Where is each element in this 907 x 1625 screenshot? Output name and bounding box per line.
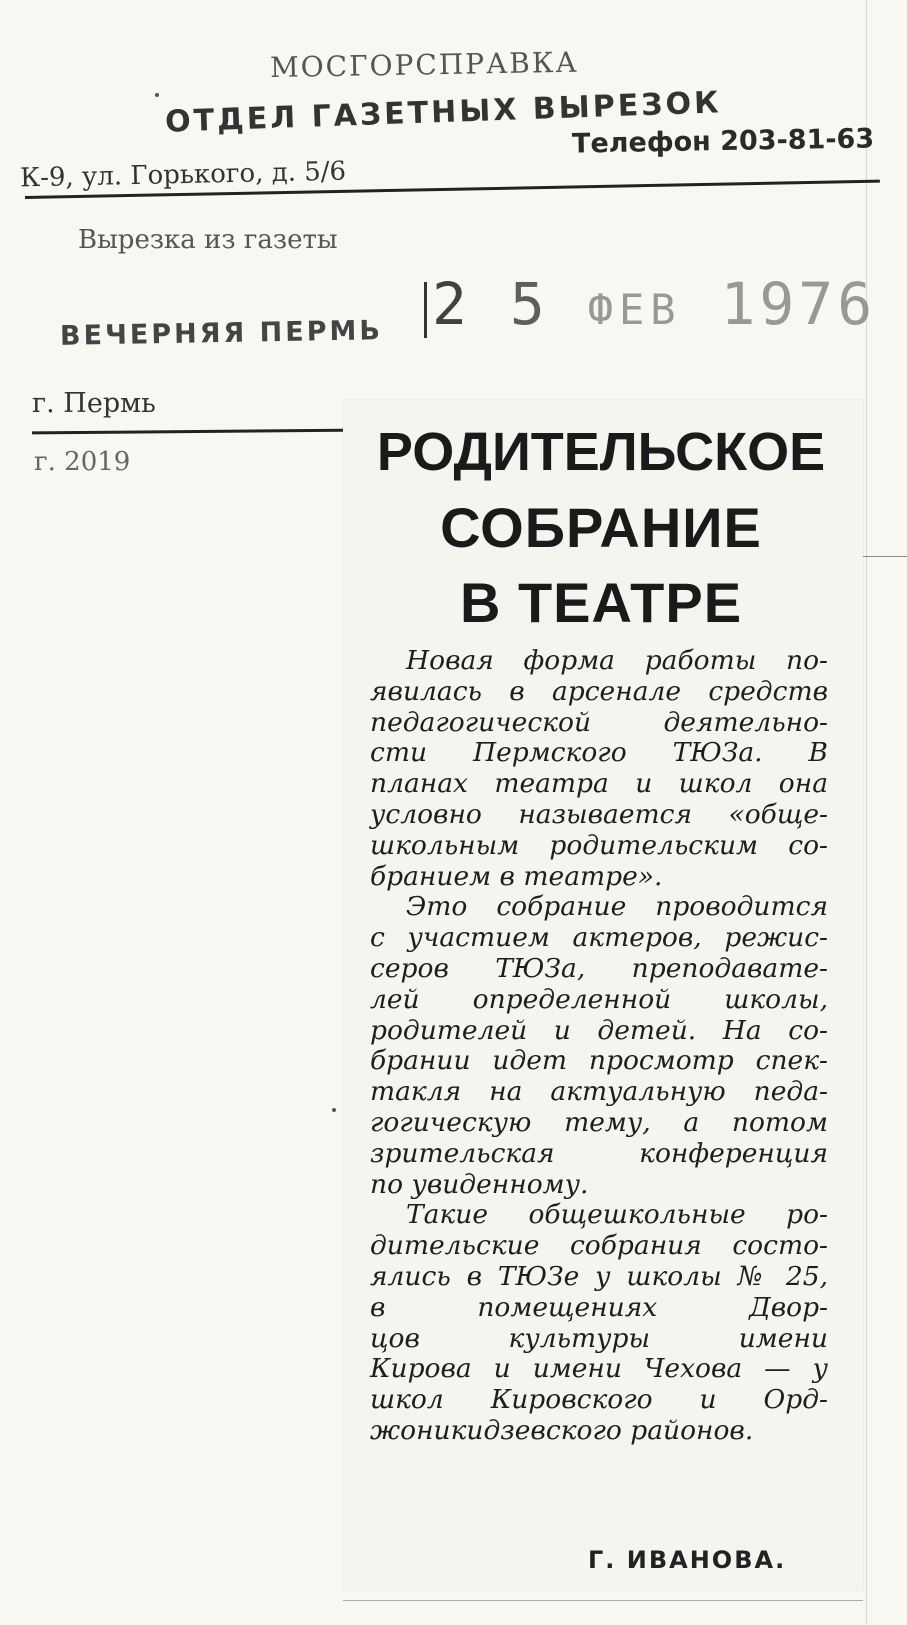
article-line: зрительская конференция [370,1137,828,1169]
article-line: Это собрание проводится [406,891,828,923]
stamp-day-tens: 2 [432,270,471,338]
clipping-label: Вырезка из газеты [78,225,338,255]
stamp-year: 1976 [720,270,877,338]
article-line: ялись в ТЮЗе у школы № 25, [370,1260,828,1292]
stamp-month: ФЕВ [587,285,682,334]
article-line: с участием актеров, режис- [370,922,828,954]
article-line: школьным родительским со- [370,829,828,861]
article-line: бранием в театре». [370,860,663,892]
headline-line: В ТЕАТРЕ [459,571,743,634]
article-line: Новая форма работы по- [406,645,828,676]
article-line: в помещениях Двор- [370,1291,828,1323]
city-divider [32,429,357,435]
article-line: Такие общешкольные ро- [406,1199,828,1231]
ink-speck [332,1108,336,1112]
headline-line: РОДИТЕЛЬСКОЕ [376,422,826,482]
article-author: Г. ИВАНОВА. [588,1546,787,1574]
newspaper-name: ВЕЧЕРНЯЯ ПЕРМЬ [59,315,384,352]
stamp-bar [424,282,427,338]
article-line: сти Пермского ТЮЗа. В [370,737,828,769]
ink-speck [155,93,159,97]
article-line: по увиденному. [370,1168,589,1200]
article-line: лей определенной школы, [370,983,828,1015]
article-headline [366,415,836,640]
article-line: родителей и детей. На со- [370,1014,828,1046]
article-line: гогическую тему, а потом [370,1106,828,1138]
paper-edge [866,0,867,1625]
article-line: брании идет просмотр спек- [370,1045,828,1077]
clipping-bottom-edge [343,1600,863,1601]
article-line: Кирова и имени Чехова — у [370,1353,828,1385]
city-name: г. Пермь [32,388,156,419]
date-stamp [432,270,876,338]
article-line: жоникидзевского районов. [370,1414,754,1446]
stamp-day-units: 5 [509,270,549,338]
article-line: планах театра и школ она [370,768,828,800]
bureau-phone: Телефон 203-81-63 [571,123,875,160]
article-body [370,646,828,1447]
bureau-name: МОСГОРСПРАВКА [269,45,580,85]
bureau-address: К-9, ул. Горького, д. 5/6 [19,156,347,194]
article-line: условно называется «обще- [370,798,828,830]
article-line: серов ТЮЗа, преподавате- [370,952,828,984]
article-line: цов культуры имени [370,1322,828,1354]
article-line: дительские собрания состо- [370,1230,828,1262]
department-name: ОТДЕЛ ГАЗЕТНЫХ ВЫРЕЗОК [164,85,723,140]
article-line: явилась в арсенале средств [370,675,828,707]
article-line: такля на актуальную педа- [370,1076,828,1108]
headline-line: СОБРАНИЕ [440,496,762,559]
issue-number: г. 2019 [34,447,131,477]
article-line: педагогической деятельно- [370,706,828,738]
article-line: школ Кировского и Орд- [370,1384,828,1416]
